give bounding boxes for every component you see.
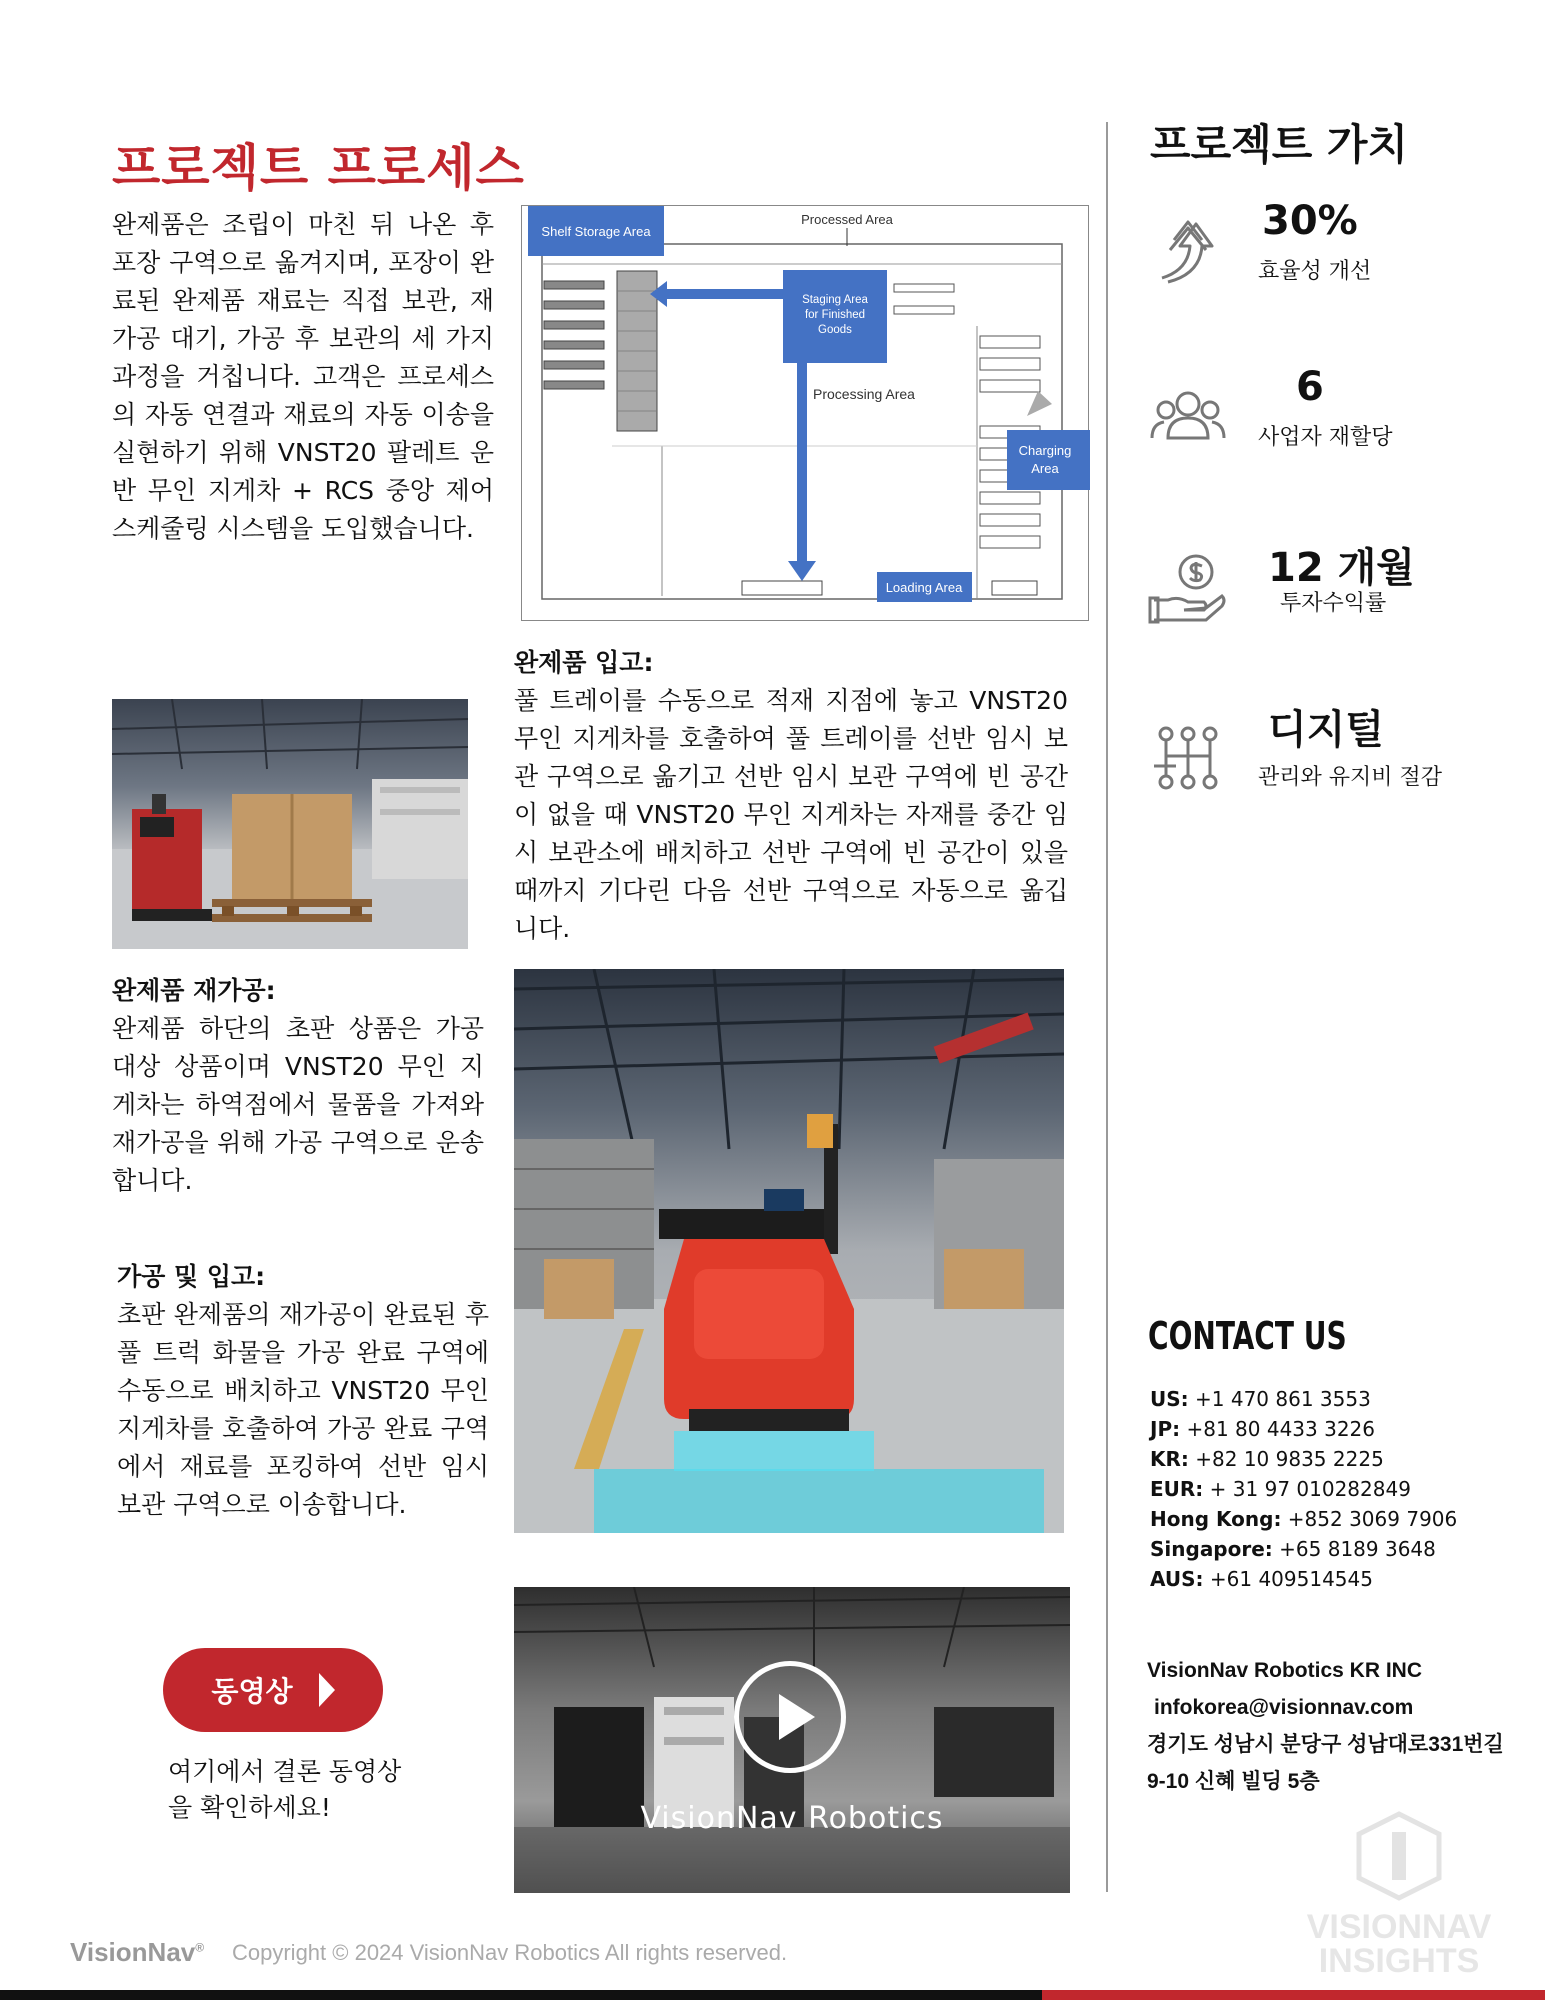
- contact-phone[interactable]: +1 470 861 3553: [1195, 1387, 1371, 1411]
- value-number-efficiency: 30%: [1262, 198, 1358, 244]
- value-label-roi: 투자수익률: [1280, 591, 1387, 616]
- warehouse-photo-pallet: [112, 699, 468, 949]
- section-body-processing: 초판 완제품의 재가공이 완료된 후 풀 트럭 화물을 가공 완료 구역에 수동으로 배치하고 VNST20 무인 지게차를 호출하여 가공 완료 구역에서 재료를 포킹하여 선반 임시 보관 구역으로 이송합니다.: [117, 1300, 489, 1519]
- contact-row-us: [1150, 1384, 1457, 1414]
- contact-region: JP:: [1150, 1417, 1181, 1441]
- footer-copyright: Copyright © 2024 VisionNav Robotics All rights reserved.: [232, 1940, 788, 1965]
- contact-row-eur: [1150, 1474, 1457, 1504]
- value-label-reassign: 사업자 재할당: [1258, 425, 1393, 450]
- bottom-bar-red: [1042, 1990, 1545, 2000]
- growth-arrow-icon: [1148, 210, 1228, 290]
- contact-row-jp: [1150, 1414, 1457, 1444]
- money-hand-icon: [1148, 548, 1228, 628]
- contact-region: Hong Kong:: [1150, 1507, 1282, 1531]
- contact-list: [1150, 1384, 1457, 1594]
- value-label-efficiency: 효율성 개선: [1258, 259, 1372, 284]
- footer-logo-text: VisionNav: [70, 1937, 196, 1967]
- hexagon-logo-icon: [1284, 1810, 1514, 1910]
- company-address-line2: 9-10 신혜 빌딩 5층: [1147, 1770, 1320, 1793]
- contact-phone[interactable]: +852 3069 7906: [1287, 1507, 1458, 1531]
- diagram-label-processed: Processed Area: [801, 212, 893, 227]
- watermark-line1: VISIONNAV: [1306, 1908, 1492, 1946]
- warehouse-layout-diagram: [521, 205, 1089, 621]
- visionnav-insights-watermark: [1284, 1810, 1514, 1980]
- page-title: 프로젝트 프로세스: [112, 139, 525, 197]
- value-item-digital: [1140, 698, 1480, 818]
- contact-phone[interactable]: +65 8189 3648: [1279, 1537, 1436, 1561]
- contact-region: US:: [1150, 1387, 1189, 1411]
- company-name: VisionNav Robotics KR INC: [1147, 1659, 1422, 1682]
- diagram-label-charging-2: Area: [1031, 461, 1059, 476]
- contact-phone[interactable]: +61 409514545: [1209, 1567, 1373, 1591]
- contact-phone[interactable]: +82 10 9835 2225: [1195, 1447, 1384, 1471]
- video-note-line1: 여기에서 결론 동영상: [168, 1757, 402, 1786]
- contact-region: EUR:: [1150, 1477, 1204, 1501]
- footer-logo: VisionNav®: [70, 1937, 205, 1967]
- agv-photo: [514, 969, 1064, 1533]
- section-body-inbound: 풀 트레이를 수동으로 적재 지점에 놓고 VNST20 무인 지게차를 호출하여 풀 트레이를 선반 임시 보관 구역으로 옮기고 선반 임시 보관 구역에 빈 공간이 없을 때 VNST20 무인 지게차는 자재를 중간 임시 보관소에 배치하고 선반 구역에 빈 공간이 있을 때까지 기다린 다음 선반 구역으로 자동으로 옮깁니다.: [514, 686, 1068, 943]
- diagram-label-loading: Loading Area: [885, 580, 963, 595]
- contact-row-hk: [1150, 1504, 1457, 1534]
- value-label-digital: 관리와 유지비 절감: [1258, 765, 1443, 790]
- video-brand-overlay: VisionNav Robotics: [640, 1801, 944, 1836]
- diagram-label-staging-2: for Finished: [804, 309, 866, 321]
- company-address-line1: 경기도 성남시 분당구 성남대로331번길: [1147, 1733, 1504, 1756]
- contact-phone[interactable]: +81 80 4433 3226: [1186, 1417, 1375, 1441]
- play-icon[interactable]: [734, 1661, 846, 1773]
- company-email[interactable]: infokorea@visionnav.com: [1154, 1696, 1414, 1719]
- contact-region: AUS:: [1150, 1567, 1204, 1591]
- contact-row-kr: [1150, 1444, 1457, 1474]
- value-item-efficiency: [1140, 192, 1480, 312]
- value-number-digital: 디지털: [1268, 707, 1384, 753]
- play-triangle-icon: [319, 1673, 335, 1707]
- video-note-line2: 을 확인하세요!: [168, 1793, 331, 1822]
- section-heading-processing: 가공 및 입고:: [117, 1262, 266, 1291]
- section-body-reprocessing: 완제품 하단의 초판 상품은 가공 대상 상품이며 VNST20 무인 지게차는 하역점에서 물품을 가져와 재가공을 위해 가공 구역으로 운송합니다.: [112, 1014, 484, 1195]
- value-number-roi: 12 개월: [1268, 545, 1415, 591]
- diagram-label-processing: Processing Area: [813, 386, 915, 402]
- contact-region: KR:: [1150, 1447, 1189, 1471]
- column-divider: [1106, 122, 1108, 1892]
- values-title: 프로젝트 가치: [1150, 120, 1409, 169]
- diagram-label-charging-1: Charging: [1018, 443, 1072, 458]
- people-icon: [1148, 376, 1228, 456]
- value-item-reassign: [1140, 358, 1480, 478]
- video-button[interactable]: [163, 1648, 383, 1732]
- contact-phone[interactable]: + 31 97 010282849: [1209, 1477, 1411, 1501]
- diagram-label-staging-3: Goods: [818, 324, 852, 336]
- contact-region: Singapore:: [1150, 1537, 1273, 1561]
- watermark-line2: INSIGHTS: [1318, 1942, 1480, 1980]
- contact-title: CONTACT US: [1148, 1314, 1347, 1358]
- value-number-reassign: 6: [1296, 364, 1324, 410]
- diagram-label-staging-1: Staging Area: [802, 294, 868, 306]
- bottom-bar-black: [0, 1990, 1042, 2000]
- video-note: [168, 1754, 401, 1826]
- video-thumbnail[interactable]: [514, 1587, 1070, 1893]
- contact-row-sg: [1150, 1534, 1457, 1564]
- section-heading-inbound: 완제품 입고:: [514, 648, 654, 677]
- value-item-roi: [1140, 530, 1480, 650]
- contact-row-aus: [1150, 1564, 1457, 1594]
- company-info: [1147, 1652, 1504, 1800]
- video-button-label: 동영상: [211, 1675, 293, 1708]
- intro-paragraph: 완제품은 조립이 마친 뒤 나온 후 포장 구역으로 옮겨지며, 포장이 완료된 완제품 재료는 직접 보관, 재 가공 대기, 가공 후 보관의 세 가지 과정을 거칩니다. 고객은 프로세스의 자동 연결과 재료의 자동 이송을 실현하기 위해 VNST20 팔레트 운반 무인 지게차 + RCS 중앙 제어 스케줄링 시스템을 도입했습니다.: [112, 210, 494, 543]
- section-heading-reprocessing: 완제품 재가공:: [112, 976, 276, 1005]
- diagram-label-shelf: Shelf Storage Area: [541, 224, 651, 239]
- network-icon: [1148, 716, 1228, 796]
